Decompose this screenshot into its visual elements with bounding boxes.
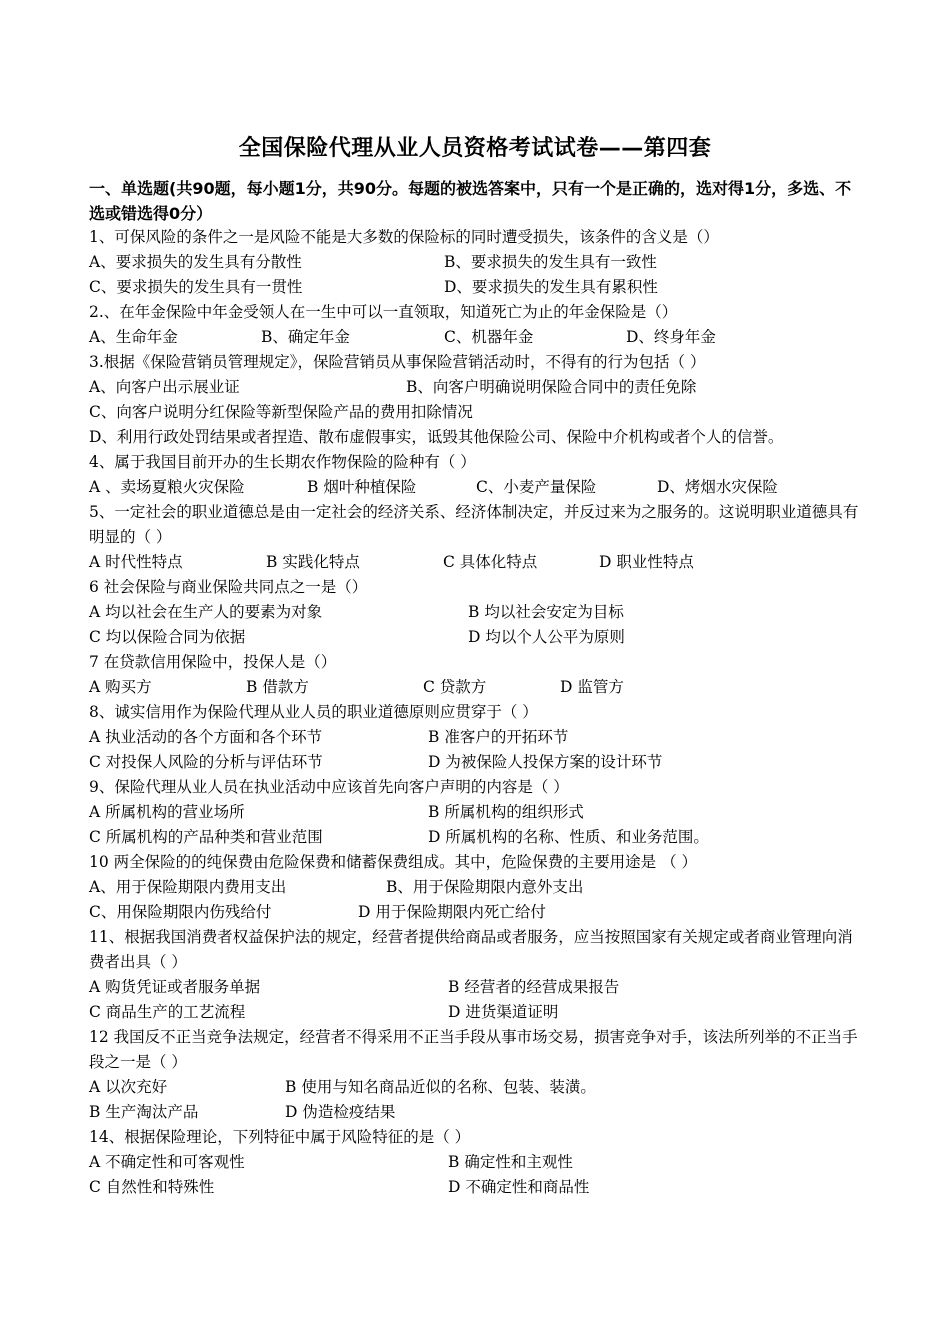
- question-stem: 6 社会保险与商业保险共同点之一是（）: [89, 578, 368, 596]
- option-row: [89, 275, 864, 300]
- page-title: 全国保险代理从业人员资格考试试卷——第四套: [238, 136, 712, 161]
- question-stem: 8、诚实信用作为保险代理从业人员的职业道德原则应贯穿于（ ）: [89, 703, 538, 721]
- question-stem: 12 我国反不正当竞争法规定，经营者不得采用不正当手段从事市场交易，损害竞争对手，该法所列举的不正当手段之一是（ ）: [89, 1028, 858, 1071]
- option: A 执业活动的各个方面和各个环节: [89, 728, 323, 746]
- option-row: [89, 800, 864, 825]
- option: B 所属机构的组织形式: [428, 803, 584, 821]
- option: A 购买方: [89, 678, 152, 696]
- option: C、小麦产量保险: [476, 478, 597, 496]
- option: A、用于保险期限内费用支出: [89, 878, 287, 896]
- question-stem: 10 两全保险的的纯保费由危险保费和储蓄保费组成。其中，危险保费的主要用途是 （ ）: [89, 853, 698, 871]
- option-row: [89, 600, 864, 625]
- option: D 监管方: [560, 678, 624, 696]
- option: C 商品生产的工艺流程: [89, 1003, 246, 1021]
- option: A、生命年金: [89, 328, 178, 346]
- question-stem: 9、保险代理从业人员在执业活动中应该首先向客户声明的内容是（ ）: [89, 778, 569, 796]
- option-row: [89, 825, 864, 850]
- option-row: [89, 1175, 864, 1200]
- option-row: [89, 250, 864, 275]
- option: B 经营者的经营成果报告: [448, 978, 620, 996]
- option-row: [89, 550, 864, 575]
- option: A 以次充好: [89, 1078, 168, 1096]
- option-row: [89, 325, 864, 350]
- option-row: [89, 675, 864, 700]
- option: D 不确定性和商品性: [448, 1178, 590, 1196]
- option-row: [89, 725, 864, 750]
- question-list: [89, 225, 864, 1200]
- question-stem: 5、一定社会的职业道德总是由一定社会的经济关系、经济体制决定，并反过来为之服务的。这说明职业道德具有明显的（ ）: [89, 503, 859, 546]
- option: C 自然性和特殊性: [89, 1178, 215, 1196]
- option: B 生产淘汰产品: [89, 1103, 199, 1121]
- option: A 购货凭证或者服务单据: [89, 978, 261, 996]
- option-row: [89, 900, 864, 925]
- option-row: [89, 475, 864, 500]
- option: B 借款方: [246, 678, 309, 696]
- option: C、用保险期限内伤残给付: [89, 903, 272, 921]
- option: D、要求损失的发生具有累积性: [444, 278, 658, 296]
- option-row: [89, 625, 864, 650]
- option: C 所属机构的产品种类和营业范围: [89, 828, 323, 846]
- section-header: 一、单选题(共90题，每小题1分，共90分。每题的被选答案中，只有一个是正确的，选对得1分，多选、不选或错选得0分）: [89, 179, 852, 223]
- option-row: [89, 975, 864, 1000]
- option: B 均以社会安定为目标: [468, 603, 624, 621]
- option: B、向客户明确说明保险合同中的责任免除: [406, 378, 697, 396]
- option: C、向客户说明分红保险等新型保险产品的费用扣除情况: [89, 403, 473, 421]
- option: A、向客户出示展业证: [89, 378, 240, 396]
- option: B、用于保险期限内意外支出: [386, 878, 584, 896]
- option: D 所属机构的名称、性质、和业务范围。: [428, 828, 709, 846]
- question-stem: 3.根据《保险营销员管理规定》，保险营销员从事保险营销活动时，不得有的行为包括（ ）: [89, 353, 706, 371]
- option-row: [89, 375, 864, 400]
- option-row: [89, 1150, 864, 1175]
- option: A、要求损失的发生具有分散性: [89, 253, 302, 271]
- question-stem: 7 在贷款信用保险中，投保人是（）: [89, 653, 337, 671]
- option: D 均以个人公平为原则: [468, 628, 625, 646]
- question-stem: 2.、在年金保险中年金受领人在一生中可以一直领取，知道死亡为止的年金保险是（）: [89, 303, 678, 321]
- option: D 职业性特点: [599, 553, 694, 571]
- option-row: [89, 1100, 864, 1125]
- option: A 、卖场夏粮火灾保险: [89, 478, 245, 496]
- option: C 贷款方: [423, 678, 487, 696]
- option: A 所属机构的营业场所: [89, 803, 245, 821]
- option: D 伪造检疫结果: [285, 1103, 396, 1121]
- option: D、烤烟水灾保险: [657, 478, 778, 496]
- option: D 用于保险期限内死亡给付: [358, 903, 546, 921]
- question-stem: 1、可保风险的条件之一是风险不能是大多数的保险标的同时遭受损失，该条件的含义是（）: [89, 228, 719, 246]
- option: B 烟叶种植保险: [307, 478, 417, 496]
- option: D、终身年金: [626, 328, 716, 346]
- option: D 进货渠道证明: [448, 1003, 559, 1021]
- option: C、要求损失的发生具有一贯性: [89, 278, 303, 296]
- option: B、确定年金: [261, 328, 350, 346]
- option: B 实践化特点: [266, 553, 360, 571]
- option: C、机器年金: [444, 328, 534, 346]
- question-stem: 4、属于我国目前开办的生长期农作物保险的险种有（ ）: [89, 453, 476, 471]
- option-row: [89, 875, 864, 900]
- option: A 均以社会在生产人的要素为对象: [89, 603, 323, 621]
- option: C 对投保人风险的分析与评估环节: [89, 753, 323, 771]
- option: C 均以保险合同为依据: [89, 628, 246, 646]
- option-row: [89, 1000, 864, 1025]
- option-row: [89, 1075, 864, 1100]
- option: D、利用行政处罚结果或者捏造、散布虚假事实，诋毁其他保险公司、保险中介机构或者个人的信誉。: [89, 428, 784, 446]
- option: B 使用与知名商品近似的名称、包装、装潢。: [285, 1078, 596, 1096]
- option: D 为被保险人投保方案的设计环节: [428, 753, 663, 771]
- option: A 不确定性和可客观性: [89, 1153, 245, 1171]
- question-stem: 14、根据保险理论，下列特征中属于风险特征的是（ ）: [89, 1128, 471, 1146]
- option: B 确定性和主观性: [448, 1153, 573, 1171]
- option: C 具体化特点: [443, 553, 538, 571]
- option: B 准客户的开拓环节: [428, 728, 569, 746]
- option: A 时代性特点: [89, 553, 183, 571]
- option-row: [89, 750, 864, 775]
- option: B、要求损失的发生具有一致性: [444, 253, 657, 271]
- question-stem: 11、根据我国消费者权益保护法的规定，经营者提供给商品或者服务，应当按照国家有关规定或者商业管理向消费者出具（ ）: [89, 928, 853, 971]
